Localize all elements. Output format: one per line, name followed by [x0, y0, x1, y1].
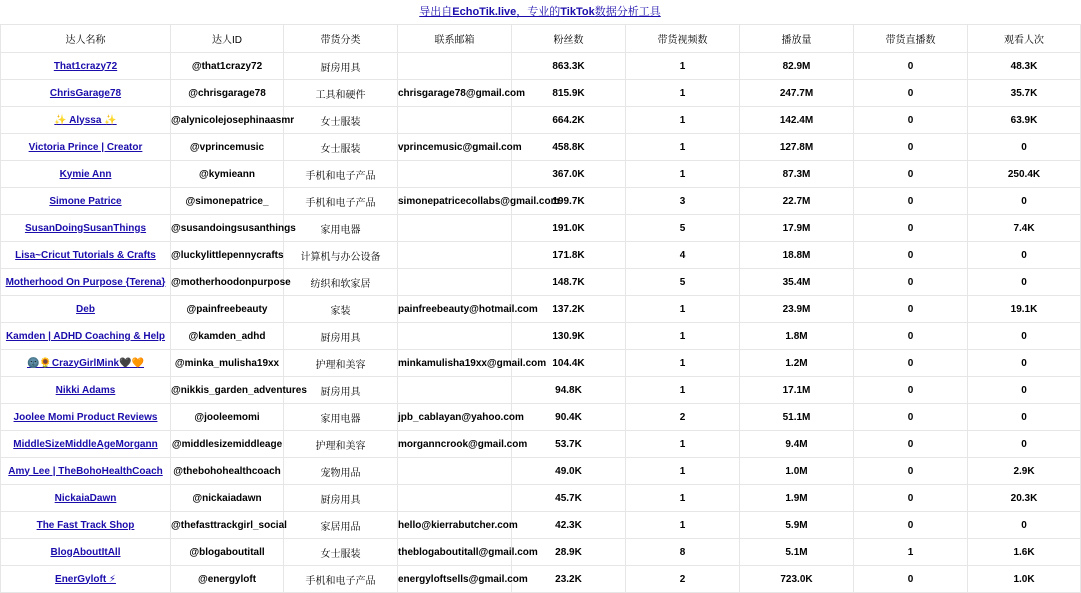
contact-email-cell: jpb_cablayan@yahoo.com [398, 404, 512, 431]
follower-count-cell: 171.8K [512, 242, 626, 269]
influencer-name-cell [1, 404, 171, 431]
contact-email-cell [398, 377, 512, 404]
view-count-cell: 142.4M [740, 107, 854, 134]
header-followers: 粉丝数 [512, 25, 626, 53]
export-banner[interactable] [0, 0, 1080, 24]
product-category-cell: 计算机与办公设备 [284, 242, 398, 269]
influencer-name-link[interactable]: ChrisGarage78 [49, 87, 122, 99]
viewer-count-cell: 0 [968, 404, 1081, 431]
influencer-name-link[interactable]: SusanDoingSusanThings [24, 222, 147, 234]
view-count-cell: 17.1M [740, 377, 854, 404]
live-count-cell: 0 [854, 107, 968, 134]
header-lives: 带货直播数 [854, 25, 968, 53]
influencer-name-link[interactable]: That1crazy72 [53, 60, 118, 72]
product-category-cell: 工具和硬件 [284, 80, 398, 107]
viewer-count-cell: 20.3K [968, 485, 1081, 512]
influencer-id-cell: @that1crazy72 [171, 53, 284, 80]
table-body [1, 53, 1081, 593]
influencer-id-cell: @luckylittlepennycrafts [171, 242, 284, 269]
live-count-cell: 0 [854, 269, 968, 296]
product-category-cell: 宠物用品 [284, 458, 398, 485]
influencer-name-link[interactable]: NickaiaDawn [54, 492, 117, 504]
influencer-name-cell [1, 242, 171, 269]
header-name: 达人名称 [1, 25, 171, 53]
contact-email-cell [398, 107, 512, 134]
video-count-cell: 4 [626, 242, 740, 269]
influencer-name-cell [1, 323, 171, 350]
live-count-cell: 0 [854, 53, 968, 80]
table-row [1, 458, 1081, 485]
influencer-name-link[interactable]: ✨ Alyssa ✨ [54, 114, 117, 126]
product-category-cell: 纺织和软家居 [284, 269, 398, 296]
viewer-count-cell: 63.9K [968, 107, 1081, 134]
product-category-cell: 家用电器 [284, 215, 398, 242]
product-category-cell: 家居用品 [284, 512, 398, 539]
table-row [1, 134, 1081, 161]
contact-email-cell: morganncrook@gmail.com [398, 431, 512, 458]
view-count-cell: 5.1M [740, 539, 854, 566]
view-count-cell: 723.0K [740, 566, 854, 593]
follower-count-cell: 90.4K [512, 404, 626, 431]
header-email: 联系邮箱 [398, 25, 512, 53]
influencer-id-cell: @vprincemusic [171, 134, 284, 161]
live-count-cell: 1 [854, 539, 968, 566]
view-count-cell: 17.9M [740, 215, 854, 242]
view-count-cell: 1.0M [740, 458, 854, 485]
influencer-name-cell [1, 161, 171, 188]
influencer-name-link[interactable]: Kymie Ann [59, 168, 112, 180]
live-count-cell: 0 [854, 188, 968, 215]
viewer-count-cell: 0 [968, 323, 1081, 350]
influencer-name-cell [1, 80, 171, 107]
follower-count-cell: 199.7K [512, 188, 626, 215]
view-count-cell: 51.1M [740, 404, 854, 431]
contact-email-cell [398, 485, 512, 512]
influencer-name-link[interactable]: Joolee Momi Product Reviews [13, 411, 158, 423]
follower-count-cell: 104.4K [512, 350, 626, 377]
contact-email-cell: chrisgarage78@gmail.com [398, 80, 512, 107]
contact-email-cell: hello@kierrabutcher.com [398, 512, 512, 539]
view-count-cell: 23.9M [740, 296, 854, 323]
contact-email-cell [398, 458, 512, 485]
video-count-cell: 8 [626, 539, 740, 566]
banner-suffix: 数据分析工具 [594, 6, 661, 18]
influencer-name-link[interactable]: EnerGyloft ⚡ [55, 573, 116, 585]
live-count-cell: 0 [854, 242, 968, 269]
viewer-count-cell: 0 [968, 512, 1081, 539]
table-row [1, 242, 1081, 269]
influencer-id-cell: @thebohohealthcoach [171, 458, 284, 485]
table-row [1, 404, 1081, 431]
live-count-cell: 0 [854, 323, 968, 350]
table-row [1, 215, 1081, 242]
video-count-cell: 1 [626, 161, 740, 188]
follower-count-cell: 28.9K [512, 539, 626, 566]
follower-count-cell: 367.0K [512, 161, 626, 188]
video-count-cell: 5 [626, 215, 740, 242]
view-count-cell: 1.8M [740, 323, 854, 350]
influencer-name-cell [1, 458, 171, 485]
product-category-cell: 家用电器 [284, 404, 398, 431]
follower-count-cell: 137.2K [512, 296, 626, 323]
view-count-cell: 35.4M [740, 269, 854, 296]
viewer-count-cell: 19.1K [968, 296, 1081, 323]
live-count-cell: 0 [854, 296, 968, 323]
follower-count-cell: 49.0K [512, 458, 626, 485]
influencer-id-cell: @susandoingsusanthings [171, 215, 284, 242]
follower-count-cell: 863.3K [512, 53, 626, 80]
influencer-name-cell [1, 188, 171, 215]
view-count-cell: 82.9M [740, 53, 854, 80]
product-category-cell: 手机和电子产品 [284, 188, 398, 215]
influencer-name-link[interactable]: BlogAboutItAll [50, 546, 121, 558]
video-count-cell: 1 [626, 377, 740, 404]
video-count-cell: 5 [626, 269, 740, 296]
banner-prefix: 导出自 [419, 6, 453, 18]
product-category-cell: 厨房用具 [284, 53, 398, 80]
video-count-cell: 1 [626, 431, 740, 458]
table-row [1, 350, 1081, 377]
contact-email-cell: painfreebeauty@hotmail.com [398, 296, 512, 323]
video-count-cell: 1 [626, 80, 740, 107]
follower-count-cell: 191.0K [512, 215, 626, 242]
product-category-cell: 女士服装 [284, 539, 398, 566]
influencer-id-cell: @chrisgarage78 [171, 80, 284, 107]
influencer-id-cell: @middlesizemiddleage [171, 431, 284, 458]
influencer-name-link[interactable]: Motherhood On Purpose {Terena} [5, 276, 166, 288]
view-count-cell: 5.9M [740, 512, 854, 539]
contact-email-cell [398, 161, 512, 188]
table-row [1, 296, 1081, 323]
viewer-count-cell: 48.3K [968, 53, 1081, 80]
viewer-count-cell: 0 [968, 269, 1081, 296]
view-count-cell: 247.7M [740, 80, 854, 107]
export-source-link[interactable] [419, 6, 660, 18]
influencer-id-cell: @kymieann [171, 161, 284, 188]
product-category-cell: 女士服装 [284, 107, 398, 134]
product-category-cell: 护理和美容 [284, 350, 398, 377]
table-header-row [1, 25, 1081, 53]
viewer-count-cell: 7.4K [968, 215, 1081, 242]
influencer-id-cell: @nikkis_garden_adventures [171, 377, 284, 404]
video-count-cell: 1 [626, 323, 740, 350]
follower-count-cell: 53.7K [512, 431, 626, 458]
follower-count-cell: 130.9K [512, 323, 626, 350]
banner-middle: ，专业的 [516, 6, 561, 18]
banner-platform: TikTok [560, 6, 595, 18]
product-category-cell: 家装 [284, 296, 398, 323]
view-count-cell: 1.2M [740, 350, 854, 377]
video-count-cell: 1 [626, 458, 740, 485]
table-row [1, 539, 1081, 566]
live-count-cell: 0 [854, 485, 968, 512]
influencer-name-link[interactable]: Simone Patrice [49, 195, 122, 207]
influencer-id-cell: @nickaiadawn [171, 485, 284, 512]
contact-email-cell [398, 53, 512, 80]
video-count-cell: 1 [626, 107, 740, 134]
table-row [1, 377, 1081, 404]
table-row [1, 53, 1081, 80]
live-count-cell: 0 [854, 431, 968, 458]
follower-count-cell: 815.9K [512, 80, 626, 107]
influencer-id-cell: @energyloft [171, 566, 284, 593]
influencer-name-link[interactable]: 🌚🌻CrazyGirlMink🖤🧡 [26, 357, 145, 369]
table-row [1, 107, 1081, 134]
product-category-cell: 女士服装 [284, 134, 398, 161]
influencer-name-link[interactable]: Kamden | ADHD Coaching & Help [5, 330, 166, 342]
video-count-cell: 1 [626, 485, 740, 512]
influencer-id-cell: @blogaboutitall [171, 539, 284, 566]
contact-email-cell: energyloftsells@gmail.com [398, 566, 512, 593]
viewer-count-cell: 2.9K [968, 458, 1081, 485]
table-row [1, 161, 1081, 188]
influencer-name-cell [1, 377, 171, 404]
product-category-cell: 厨房用具 [284, 377, 398, 404]
view-count-cell: 9.4M [740, 431, 854, 458]
contact-email-cell [398, 215, 512, 242]
influencer-name-cell [1, 431, 171, 458]
video-count-cell: 1 [626, 512, 740, 539]
view-count-cell: 127.8M [740, 134, 854, 161]
follower-count-cell: 94.8K [512, 377, 626, 404]
influencer-name-cell [1, 566, 171, 593]
header-id: 达人ID [171, 25, 284, 53]
influencer-id-cell: @thefasttrackgirl_social [171, 512, 284, 539]
view-count-cell: 18.8M [740, 242, 854, 269]
influencer-table [0, 24, 1081, 593]
live-count-cell: 0 [854, 404, 968, 431]
influencer-name-link[interactable]: MiddleSizeMiddleAgeMorgann [13, 438, 158, 450]
video-count-cell: 1 [626, 134, 740, 161]
influencer-name-link[interactable]: Amy Lee | TheBohoHealthCoach [8, 465, 163, 477]
influencer-id-cell: @jooleemomi [171, 404, 284, 431]
viewer-count-cell: 0 [968, 431, 1081, 458]
contact-email-cell [398, 242, 512, 269]
video-count-cell: 1 [626, 296, 740, 323]
live-count-cell: 0 [854, 161, 968, 188]
video-count-cell: 3 [626, 188, 740, 215]
viewer-count-cell: 0 [968, 350, 1081, 377]
product-category-cell: 厨房用具 [284, 323, 398, 350]
contact-email-cell: vprincemusic@gmail.com [398, 134, 512, 161]
live-count-cell: 0 [854, 512, 968, 539]
contact-email-cell: theblogaboutitall@gmail.com [398, 539, 512, 566]
influencer-name-link[interactable]: Lisa~Cricut Tutorials & Crafts [15, 249, 156, 261]
video-count-cell: 2 [626, 404, 740, 431]
contact-email-cell: simonepatricecollabs@gmail.com [398, 188, 512, 215]
view-count-cell: 87.3M [740, 161, 854, 188]
live-count-cell: 0 [854, 566, 968, 593]
product-category-cell: 厨房用具 [284, 485, 398, 512]
video-count-cell: 1 [626, 350, 740, 377]
viewer-count-cell: 0 [968, 242, 1081, 269]
influencer-name-cell [1, 350, 171, 377]
video-count-cell: 2 [626, 566, 740, 593]
contact-email-cell [398, 269, 512, 296]
influencer-name-cell [1, 107, 171, 134]
header-views: 播放量 [740, 25, 854, 53]
contact-email-cell [398, 323, 512, 350]
live-count-cell: 0 [854, 350, 968, 377]
view-count-cell: 22.7M [740, 188, 854, 215]
influencer-name-link[interactable]: Nikki Adams [55, 384, 116, 396]
header-category: 带货分类 [284, 25, 398, 53]
product-category-cell: 手机和电子产品 [284, 161, 398, 188]
table-row [1, 485, 1081, 512]
influencer-name-cell [1, 296, 171, 323]
viewer-count-cell: 1.0K [968, 566, 1081, 593]
video-count-cell: 1 [626, 53, 740, 80]
viewer-count-cell: 0 [968, 134, 1081, 161]
influencer-name-cell [1, 485, 171, 512]
influencer-name-cell [1, 512, 171, 539]
influencer-name-cell [1, 539, 171, 566]
live-count-cell: 0 [854, 377, 968, 404]
product-category-cell: 护理和美容 [284, 431, 398, 458]
follower-count-cell: 148.7K [512, 269, 626, 296]
contact-email-cell: minkamulisha19xx@gmail.com [398, 350, 512, 377]
header-viewers: 观看人次 [968, 25, 1081, 53]
table-row [1, 323, 1081, 350]
influencer-id-cell: @simonepatrice_ [171, 188, 284, 215]
product-category-cell: 手机和电子产品 [284, 566, 398, 593]
table-row [1, 566, 1081, 593]
viewer-count-cell: 0 [968, 377, 1081, 404]
table-row [1, 431, 1081, 458]
header-videos: 带货视频数 [626, 25, 740, 53]
influencer-id-cell: @minka_mulisha19xx [171, 350, 284, 377]
influencer-id-cell: @kamden_adhd [171, 323, 284, 350]
follower-count-cell: 45.7K [512, 485, 626, 512]
influencer-name-link[interactable]: The Fast Track Shop [36, 519, 135, 531]
follower-count-cell: 23.2K [512, 566, 626, 593]
table-row [1, 512, 1081, 539]
influencer-name-cell [1, 134, 171, 161]
influencer-id-cell: @painfreebeauty [171, 296, 284, 323]
table-row [1, 188, 1081, 215]
view-count-cell: 1.9M [740, 485, 854, 512]
follower-count-cell: 42.3K [512, 512, 626, 539]
live-count-cell: 0 [854, 134, 968, 161]
follower-count-cell: 664.2K [512, 107, 626, 134]
table-row [1, 80, 1081, 107]
live-count-cell: 0 [854, 458, 968, 485]
live-count-cell: 0 [854, 80, 968, 107]
viewer-count-cell: 0 [968, 188, 1081, 215]
banner-site: EchoTik.live [452, 6, 517, 18]
influencer-name-cell [1, 269, 171, 296]
influencer-name-cell [1, 53, 171, 80]
viewer-count-cell: 250.4K [968, 161, 1081, 188]
influencer-name-cell [1, 215, 171, 242]
follower-count-cell: 458.8K [512, 134, 626, 161]
influencer-id-cell: @motherhoodonpurpose [171, 269, 284, 296]
influencer-id-cell: @alynicolejosephinaasmr [171, 107, 284, 134]
influencer-name-link[interactable]: Victoria Prince | Creator [28, 141, 143, 153]
viewer-count-cell: 35.7K [968, 80, 1081, 107]
viewer-count-cell: 1.6K [968, 539, 1081, 566]
live-count-cell: 0 [854, 215, 968, 242]
influencer-name-link[interactable]: Deb [76, 303, 95, 315]
table-row [1, 269, 1081, 296]
